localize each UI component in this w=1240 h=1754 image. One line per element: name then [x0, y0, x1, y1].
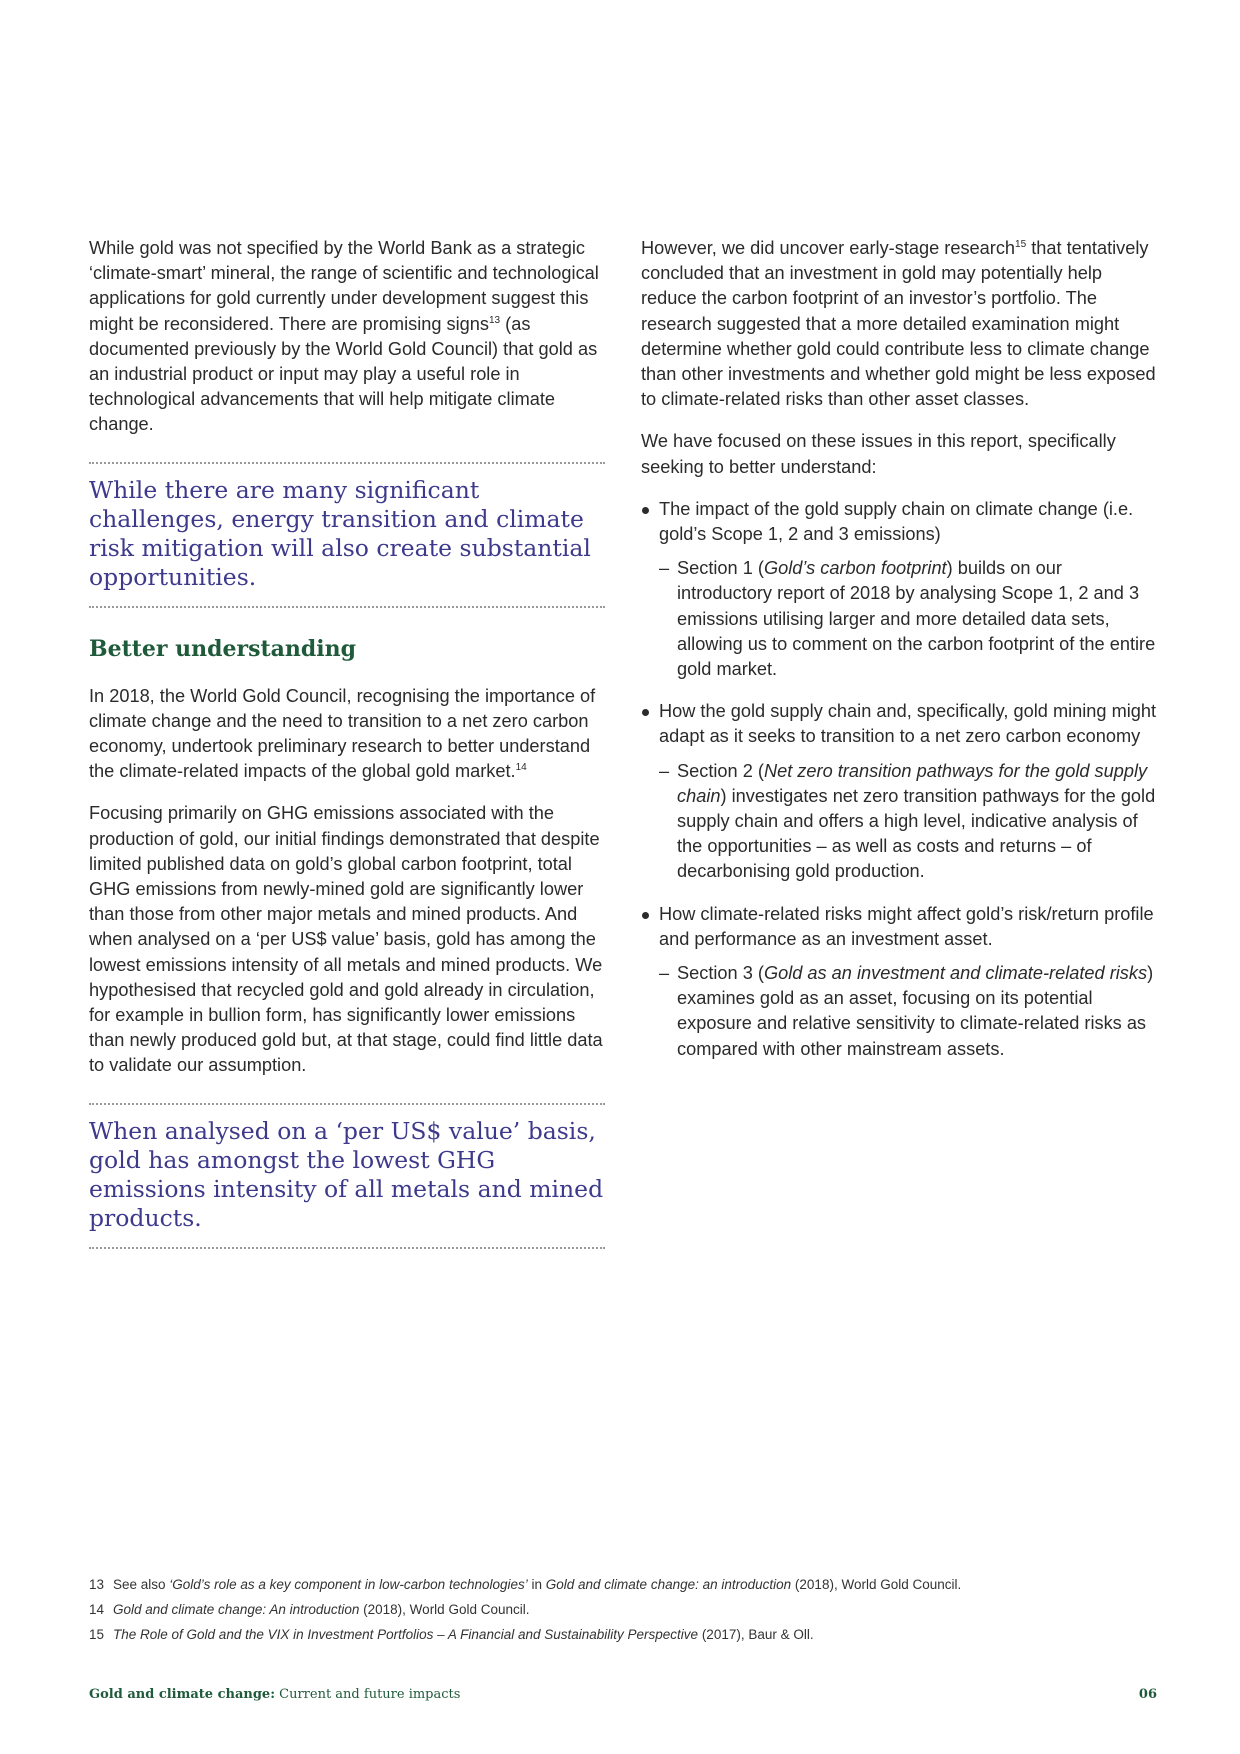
list-item — [641, 497, 1161, 682]
bullet-text: How climate-related risks might affect gold’s risk/return profile and performance as an investment asset. — [641, 902, 1161, 952]
dash-icon: – — [659, 963, 670, 984]
pull-quote-text: When analysed on a ‘per US$ value’ basis, gold has amongst the lowest GHG emissions intensity of all metals and mined products. — [89, 1116, 604, 1232]
left-paragraph-1: While gold was not specified by the World Bank as a strategic ‘climate-smart’ mineral, the range of scientific and technological applications for gold currently under development suggest this might be reconsidered. There are promising signs$^{13}$ (as documented previously by the World Gold Council) that gold as an industrial product or input may play a useful role in technological advancements that will help mitigate climate change. — [89, 238, 599, 435]
list-item — [641, 902, 1161, 1062]
page-number: 06 — [1138, 1687, 1157, 1702]
footnote-ref-14[interactable]: 14 — [515, 762, 527, 774]
list-item — [641, 699, 1161, 884]
left-column — [89, 236, 605, 1277]
footnote-ref-13[interactable]: 13 — [489, 314, 501, 326]
sub-item-text: – Section 2 (Net zero transition pathways for the gold supply chain) investigates net zero transition pathways for the gold supply chain and offers a high level, indicative analysis of the opportunities – as well as costs and returns – of decarbonising gold production. — [659, 760, 1156, 882]
sub-item-text: – Section 1 (Gold’s carbon footprint) builds on our introductory report of 2018 by analysing Scope 1, 2 and 3 emissions utilising larger and more detailed data sets, allowing us to comment on the carbon footprint of the entire gold market. — [659, 558, 1156, 680]
pull-quote-emissions — [89, 1103, 605, 1249]
right-column — [641, 236, 1161, 1079]
section-heading: Better understanding — [89, 635, 357, 662]
footnote-15: 15 The Role of Gold and the VIX in Investment Portfolios – A Financial and Sustainability Perspective (2017), Baur & Oll. — [89, 1627, 814, 1642]
left-paragraph-2: In 2018, the World Gold Council, recognising the importance of climate change and the need to transition to a net zero carbon economy, undertook preliminary research to better understand the climate-related impacts of the global gold market.$^{14}$ — [89, 685, 596, 782]
footnote-13: 13 See also ‘Gold’s role as a key component in low-carbon technologies’ in Gold and climate change: an introduction (2018), World Gold Council. — [89, 1577, 962, 1592]
dash-icon: – — [659, 558, 670, 579]
footnote-ref-15[interactable]: 15 — [1015, 239, 1027, 250]
bullet-text: The impact of the gold supply chain on climate change (i.e. gold’s Scope 1, 2 and 3 emissions) — [641, 497, 1161, 547]
left-paragraph-3: Focusing primarily on GHG emissions associated with the production of gold, our initial findings demonstrated that despite limited published data on gold’s global carbon footprint, total GHG emissions from newly-mined gold are significantly lower than those from other major metals and mined products. And when analysed on a ‘per US$ value’ basis, gold has among the lowest emissions intensity of all metals and mined products. We hypothesised that recycled gold and gold already in circulation, for example in bullion form, has significantly lower emissions than newly produced gold but, at that stage, could find little data to validate our assumption. — [89, 803, 603, 1076]
footnote-14: 14 Gold and climate change: An introduction (2018), World Gold Council. — [89, 1602, 530, 1617]
pull-quote-text: While there are many significant challenges, energy transition and climate risk mitigation will also create substantial opportunities. — [89, 475, 591, 591]
pull-quote-opportunities — [89, 462, 605, 608]
right-paragraph-2: We have focused on these issues in this report, specifically seeking to better understand: — [641, 431, 1116, 477]
footer-title: Gold and climate change: Current and future impacts — [89, 1687, 461, 1702]
sub-item-text: – Section 3 (Gold as an investment and climate-related risks) examines gold as an asset, focusing on its potential exposure and relative sensitivity to climate-related risks as compared with other mainstream assets. — [659, 963, 1154, 1059]
footnotes — [89, 1577, 1169, 1652]
right-paragraph-1: However, we did uncover early-stage research$^{15}$ that tentatively concluded that an investment in gold may potentially help reduce the carbon footprint of an investor’s portfolio. The research suggested that a more detailed examination might determine whether gold could contribute less to climate change than other investments and whether gold might be less exposed to climate-related risks than other asset classes. — [641, 238, 1156, 410]
dash-icon: – — [659, 760, 670, 781]
bullet-text: How the gold supply chain and, specifically, gold mining might adapt as it seeks to transition to a net zero carbon economy — [641, 699, 1161, 749]
